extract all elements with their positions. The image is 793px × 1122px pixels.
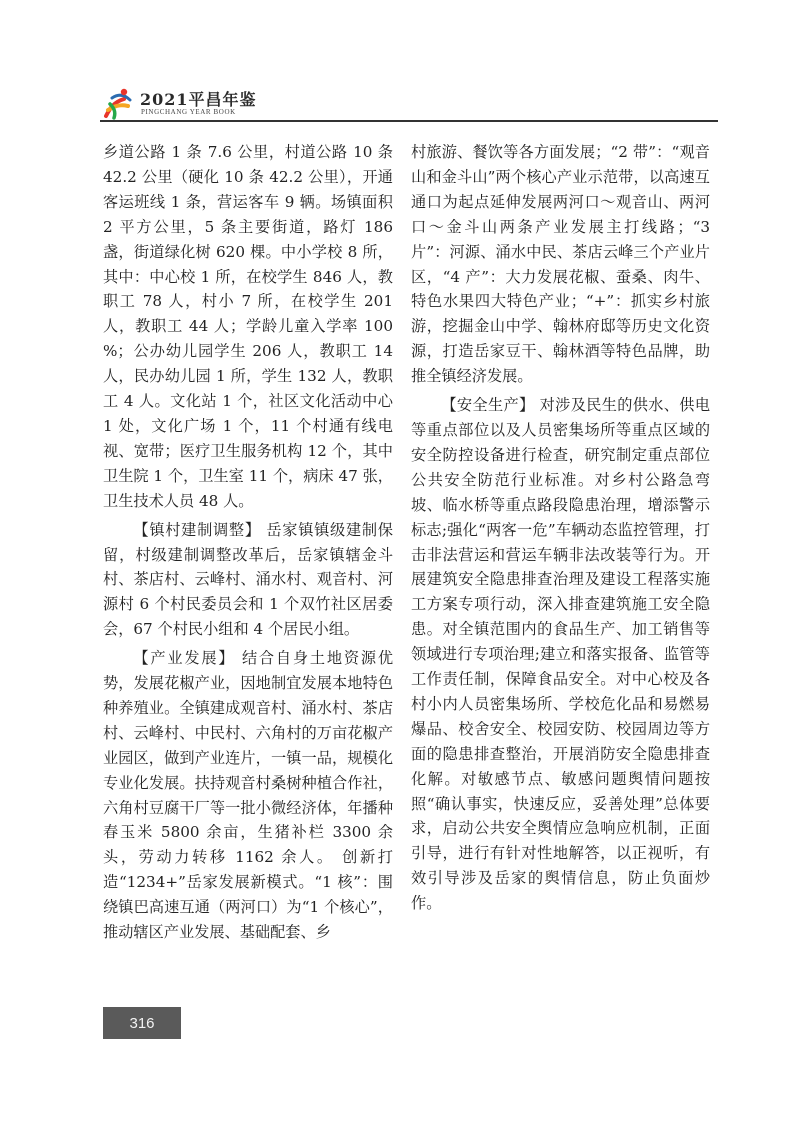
- section-body: 岳家镇镇级建制保留，村级建制调整改革后，岳家镇辖金斗村、茶店村、云峰村、涌水村、观音村、河源村 6 个村民委员会和 1 个双竹社区居委会，67 个村民小组和 4 个居民小组。: [103, 520, 393, 639]
- section-title: 【产业发展】: [133, 649, 236, 668]
- paragraph-industry-continued: 村旅游、餐饮等各方面发展；“2 带”：“观音山和金斗山”两个核心产业示范带，以高速互通口为起点延伸发展两河口～观音山、两河口～金斗山两条产业发展主打线路；“3 片”：河源、涌水中民、茶店云峰三个产业片区，“4 产”：大力发展花椒、蚕桑、肉牛、特色水果四大特色产业；“+”：抓实乡村旅游，挖掘金山中学、翰林府邸等历史文化资源，打造岳家豆干、翰林酒等特色品牌，助推全镇经济发展。: [411, 143, 710, 386]
- section-industry-development: [103, 646, 393, 945]
- yearbook-subtitle: PINGCHANG YEAR BOOK: [141, 108, 236, 116]
- page-number: 316: [103, 1007, 181, 1039]
- yearbook-title: 2021平昌年鉴: [140, 90, 257, 109]
- section-town-village-restructure: [103, 518, 393, 643]
- section-body: 对涉及民生的供水、供电等重点部位以及人员密集场所等重点区域的安全防控设备进行检查，研究制定重点部位公共安全防范行业标准。对乡村公路急弯坡、临水桥等重点路段隐患治理，增添警示标志;强化“两客一危”车辆动态监控管理，打击非法营运和营运车辆非法改装等行为。开展建筑安全隐患排查治理及建设工程落实施工方案专项行动，深入排查建筑施工安全隐患。对全镇范围内的食品生产、加工销售等领域进行专项治理;建立和落实报备、监管等工作责任制，保障食品安全。对中心校及各村小内人员密集场所、学校危化品和易燃易爆品、校舍安全、校园安防、校园周边等方面的隐患排查整治，开展消防安全隐患排查化解。对敏感节点、敏感问题舆情问题按照“确认事实，快速反应，妥善处理”总体要求，启动公共安全舆情应急响应机制，正面引导，进行有针对性地解答，以正视听，有效引导涉及岳家的舆情信息，防止负面炒作。: [411, 396, 711, 913]
- header-divider: [100, 120, 718, 122]
- right-column: [411, 140, 710, 920]
- section-body: 结合自身土地资源优势，发展花椒产业，因地制宜发展本地特色种养殖业。全镇建成观音村、涌水村、茶店村、云峰村、中民村、六角村的万亩花椒产业园区，做到产业连片，一镇一品，规模化专业化发展。扶持观音村桑树种植合作社，六角村豆腐干厂等一批小微经济体，年播种春玉米 5800 余亩，生猪补栏 3300 余头，劳动力转移 1162 余人。 创新打造“1234+”岳家发展新模式。“1 核”：围绕镇巴高速互通（两河口）为“1 个核心”，推动辖区产业发展、基础配套、乡: [103, 649, 394, 942]
- section-title: 【镇村建制调整】: [133, 520, 261, 539]
- left-column: [103, 140, 393, 949]
- section-title: 【安全生产】: [441, 396, 535, 415]
- section-safety-production: [411, 393, 710, 916]
- page-header: [100, 86, 718, 120]
- pingchang-logo-icon: [102, 86, 136, 120]
- paragraph-infrastructure: 乡道公路 1 条 7.6 公里，村道公路 10 条 42.2 公里（硬化 10 条 42.2 公里），开通客运班线 1 条，营运客车 9 辆。场镇面积 2 平方公里，5 条主要街道，路灯 186 盏，街道绿化树 620 棵。中小学校 8 所，其中：中心校 1 所，在校学生 846 人，教职工 78 人，村小 7 所，在校学生 201 人，教职工 44 人；学龄儿童入学率 100 %；公办幼儿园学生 206 人，教职工 14 人，民办幼儿园 1 所，学生 132 人，教职工 4 人。文化站 1 个，社区文化活动中心 1 处，文化广场 1 个，11 个村通有线电视、宽带；医疗卫生服务机构 12 个，其中卫生院 1 个，卫生室 11 个，病床 47 张，卫生技术人员 48 人。: [103, 143, 393, 510]
